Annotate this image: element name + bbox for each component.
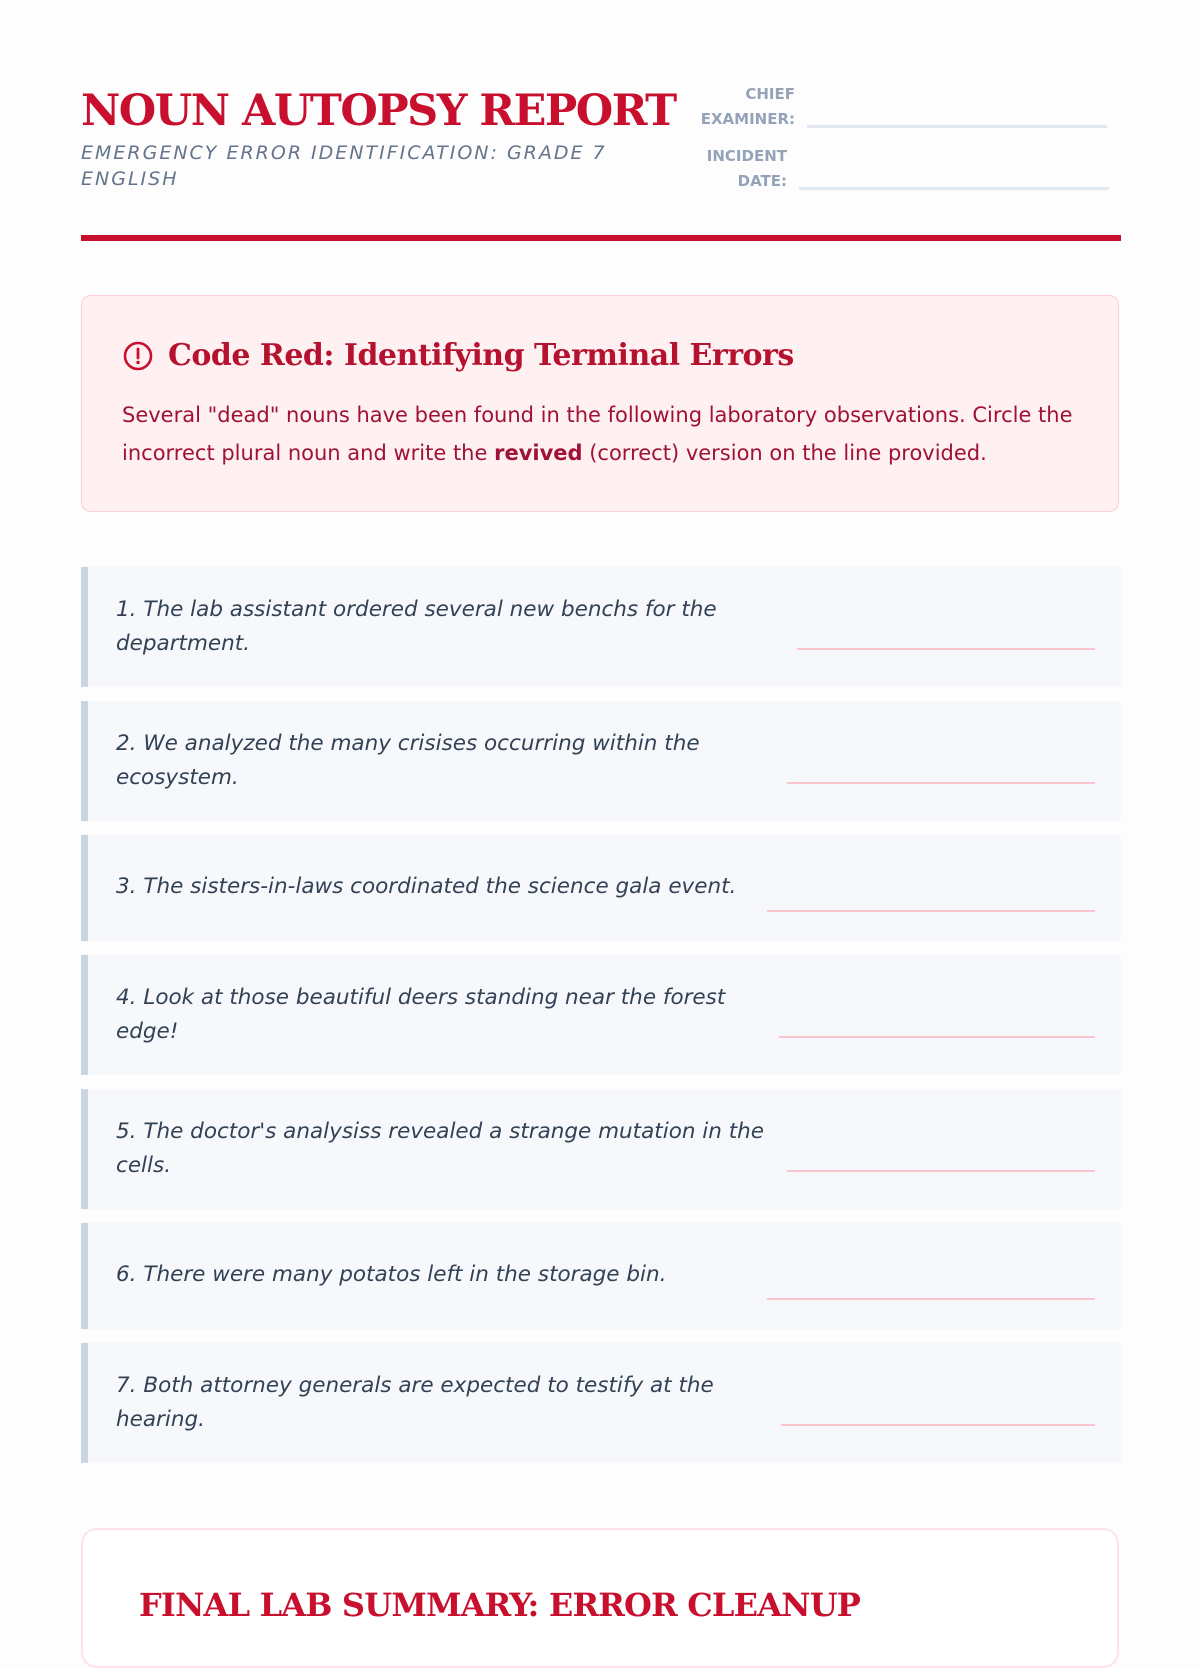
question-item-6 — [81, 1223, 1121, 1329]
final-summary-card — [81, 1528, 1119, 1668]
question-item-2 — [81, 701, 1121, 821]
alert-body-text-end: (correct) version on the line provided. — [582, 441, 987, 465]
alert-instructions — [122, 396, 1082, 472]
alert-body-text: Several "dead" nouns have been found in the following laboratory observations. Circle the incorrect plural noun and write the — [122, 403, 1073, 465]
answer-line[interactable] — [787, 782, 1095, 784]
alert-circle-icon — [122, 340, 154, 372]
chief-examiner-label: CHIEF EXAMINER: — [700, 85, 795, 128]
final-summary-title: FINAL LAB SUMMARY: ERROR CLEANUP — [139, 1586, 861, 1624]
chief-examiner-field — [695, 82, 1107, 132]
answer-line[interactable] — [767, 1298, 1095, 1300]
report-header — [81, 80, 1121, 240]
question-text: 5. The doctor's analysiss revealed a strange mutation in the cells. — [116, 1119, 765, 1178]
question-text: 3. The sisters-in-laws coordinated the science gala event. — [116, 874, 737, 899]
answer-line[interactable] — [779, 1036, 1095, 1038]
question-item-4 — [81, 955, 1121, 1075]
chief-examiner-line[interactable] — [807, 125, 1107, 128]
header-divider — [81, 235, 1121, 241]
alert-body-emphasis: revived — [494, 441, 583, 465]
question-item-1 — [81, 567, 1121, 687]
question-text: 2. We analyzed the many crisises occurring within the ecosystem. — [116, 731, 700, 790]
page-title: NOUN AUTOPSY REPORT — [81, 86, 676, 136]
question-item-5 — [81, 1089, 1121, 1209]
incident-date-field — [687, 144, 1109, 194]
answer-line[interactable] — [781, 1424, 1095, 1426]
question-text: 1. The lab assistant ordered several new benchs for the department. — [116, 597, 717, 656]
question-text: 4. Look at those beautiful deers standing near the forest edge! — [116, 985, 726, 1044]
alert-title: Code Red: Identifying Terminal Errors — [168, 338, 794, 373]
question-item-3 — [81, 835, 1121, 941]
question-text: 7. Both attorney generals are expected to testify at the hearing. — [116, 1373, 714, 1432]
code-red-alert — [81, 295, 1119, 512]
answer-line[interactable] — [797, 648, 1095, 650]
question-item-7 — [81, 1343, 1121, 1463]
page-subtitle: EMERGENCY ERROR IDENTIFICATION: GRADE 7 ENGLISH — [81, 142, 607, 190]
answer-line[interactable] — [787, 1170, 1095, 1172]
question-text: 6. There were many potatos left in the storage bin. — [116, 1262, 667, 1287]
incident-date-line[interactable] — [799, 187, 1109, 190]
incident-date-label: INCIDENT DATE: — [706, 147, 787, 190]
alert-heading — [122, 338, 794, 373]
answer-line[interactable] — [767, 910, 1095, 912]
